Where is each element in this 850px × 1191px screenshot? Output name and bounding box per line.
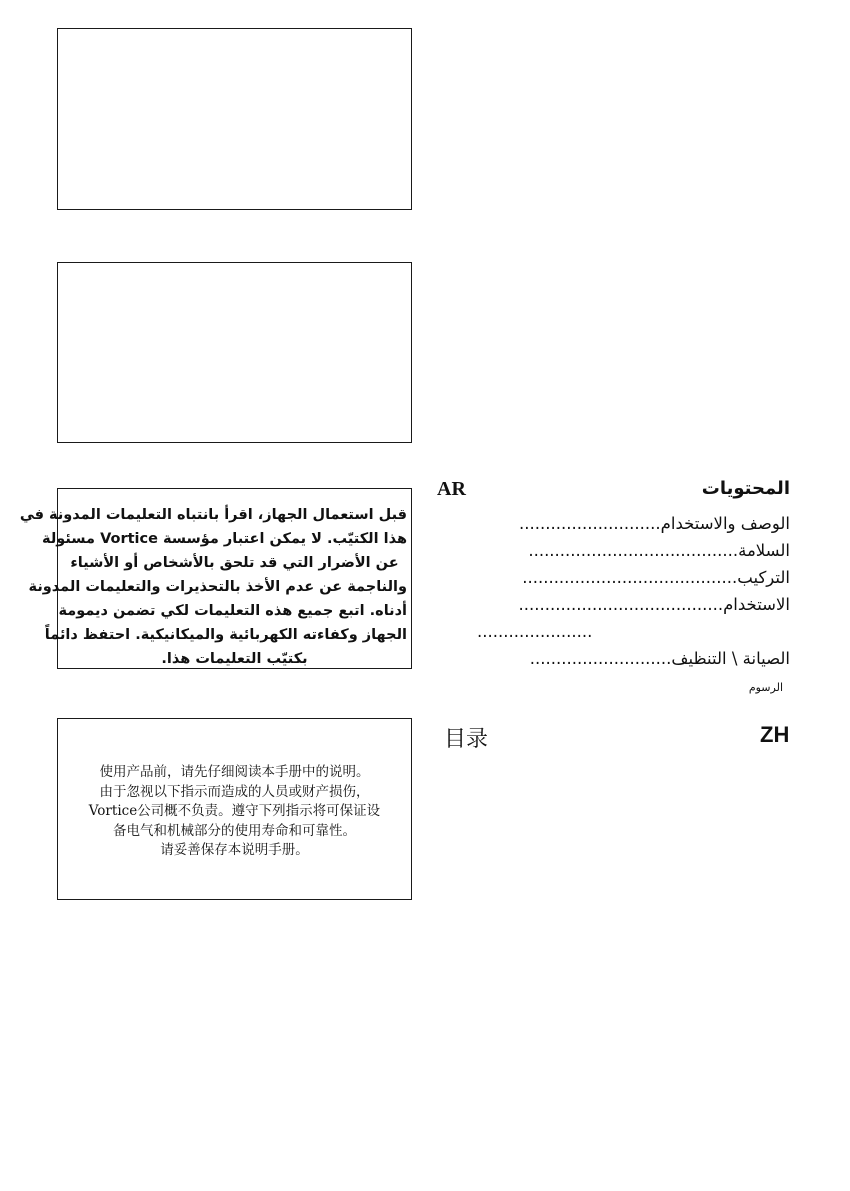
empty-notice-box-1 [57, 28, 412, 210]
ar-notice-line: الجهاز وكفاءته الكهربائية والميكانيكية. احتفظ دائماً [44, 627, 407, 643]
ar-language-code: AR [437, 478, 466, 500]
toc-item[interactable] [477, 645, 790, 672]
empty-notice-box-2 [57, 262, 412, 443]
ar-notice-line: عن الأضرار التي قد تلحق بالأشخاص أو الأشياء [70, 555, 399, 571]
toc-item-leader: ......................................... [522, 568, 738, 587]
ar-notice-line: أدناه. اتبع جميع هذه التعليمات لكي تضمن ديمومة [58, 603, 407, 619]
zh-notice-box [57, 718, 412, 900]
zh-contents-heading: 目录 [444, 727, 489, 752]
toc-item[interactable] [477, 591, 790, 618]
toc-item-leader: ........................................ [528, 541, 739, 560]
toc-item-label: التركيب [737, 568, 790, 587]
zh-notice-line: 由于忽视以下指示而造成的人员或财产损伤， [99, 783, 370, 800]
toc-item-label: الصيانة \ التنظيف [671, 649, 790, 668]
ar-table-of-contents [477, 510, 790, 672]
ar-notice-box [19, 488, 412, 669]
zh-language-code: ZH [760, 722, 790, 747]
toc-item-leader: ........................... [519, 514, 661, 533]
toc-item[interactable] [477, 618, 790, 645]
toc-drawings-label: الرسوم [748, 681, 783, 694]
toc-item[interactable] [477, 537, 790, 564]
ar-notice-line: بكتيّب التعليمات هذا. [161, 651, 308, 667]
zh-notice-line: 使用产品前，请先仔细阅读本手册中的说明。 [99, 764, 370, 780]
toc-item-label: الاستخدام [723, 595, 790, 614]
toc-item-leader: ........................... [529, 649, 672, 668]
ar-notice-line: هذا الكتيّب. لا يمكن اعتبار مؤسسة Vortice مسئولة [42, 531, 407, 547]
ar-notice-line: قبل استعمال الجهاز، اقرأ بانتباه التعليمات المدونة في [19, 507, 407, 523]
ar-notice-line: والناجمة عن عدم الأخذ بالتحذيرات والتعليمات المدونة [28, 579, 407, 595]
ar-contents-heading: المحتويات [701, 478, 790, 499]
zh-notice-line: 备电气和机械部分的使用寿命和可靠性。 [113, 822, 356, 839]
toc-item[interactable] [477, 510, 790, 537]
toc-item-leader: ....................................... [518, 595, 724, 614]
toc-item[interactable] [477, 564, 790, 591]
toc-item-label: السلامة [738, 541, 790, 560]
toc-item-label: الوصف والاستخدام [660, 514, 790, 533]
toc-item-leader: ...................... [477, 622, 593, 641]
zh-notice-line: 请妥善保存本说明手册。 [160, 842, 309, 858]
zh-notice-line: Vortice公司概不负责。遵守下列指示将可保证设 [88, 803, 381, 819]
